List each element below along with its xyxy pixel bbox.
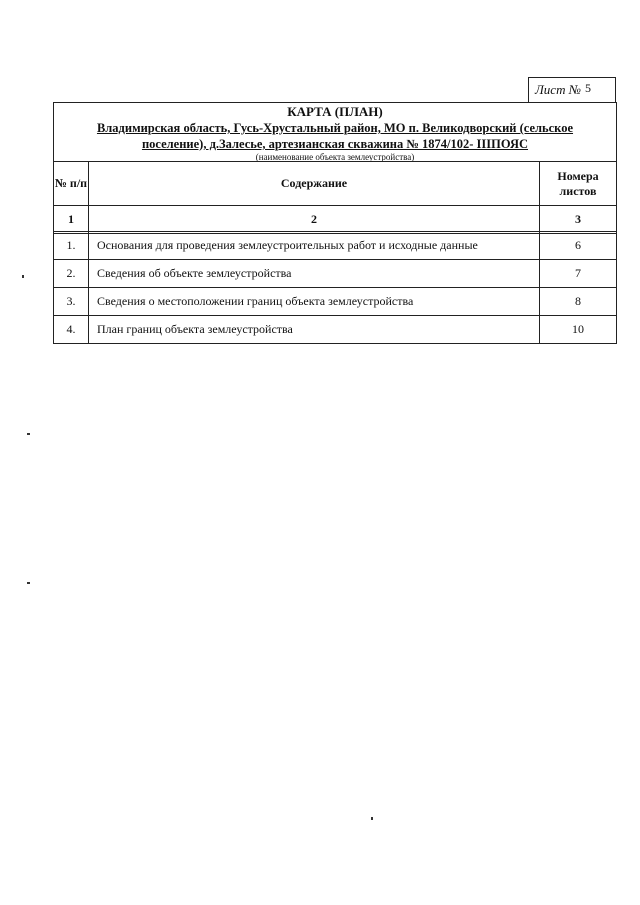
contents-header-table bbox=[53, 161, 617, 234]
column-index-content: 2 bbox=[89, 206, 540, 234]
sheet-number-box bbox=[528, 77, 616, 103]
scan-speck bbox=[22, 275, 24, 278]
document-subject bbox=[54, 120, 616, 152]
column-index-row bbox=[54, 206, 617, 234]
contents-table bbox=[53, 231, 617, 344]
scan-speck bbox=[27, 582, 30, 584]
row-text: План границ объекта землеустройства bbox=[89, 316, 540, 344]
table-row bbox=[54, 316, 617, 344]
row-text: Основания для проведения землеустроительных работ и исходные данные bbox=[89, 232, 540, 260]
row-pages: 8 bbox=[540, 288, 617, 316]
subject-line-2: поселение), д.Залесье, артезианская скважина № 1874/102- IIIПОЯС bbox=[141, 137, 529, 151]
table-row bbox=[54, 232, 617, 260]
table-row bbox=[54, 260, 617, 288]
column-header-row bbox=[54, 162, 617, 206]
subject-line-1: Владимирская область, Гусь-Хрустальный район, МО п. Великодворский (сельское bbox=[96, 121, 574, 135]
scan-speck bbox=[27, 433, 30, 435]
row-num: 2. bbox=[54, 260, 89, 288]
column-header-pages: Номера листов bbox=[540, 162, 617, 206]
column-index-pages: 3 bbox=[540, 206, 617, 234]
row-pages: 10 bbox=[540, 316, 617, 344]
row-pages: 6 bbox=[540, 232, 617, 260]
row-num: 3. bbox=[54, 288, 89, 316]
sheet-number: 5 bbox=[584, 81, 591, 95]
row-num: 1. bbox=[54, 232, 89, 260]
table-row bbox=[54, 288, 617, 316]
column-header-num: № п/п bbox=[54, 162, 89, 206]
column-header-content: Содержание bbox=[89, 162, 540, 206]
document-title: КАРТА (ПЛАН) bbox=[287, 104, 383, 119]
sheet-label: Лист № bbox=[535, 82, 581, 97]
column-index-num: 1 bbox=[54, 206, 89, 234]
row-text: Сведения об объекте землеустройства bbox=[89, 260, 540, 288]
scan-speck bbox=[371, 817, 373, 820]
subject-note: (наименование объекта землеустройства) bbox=[255, 152, 415, 162]
row-num: 4. bbox=[54, 316, 89, 344]
row-pages: 7 bbox=[540, 260, 617, 288]
document-header bbox=[53, 102, 617, 162]
row-text: Сведения о местоположении границ объекта землеустройства bbox=[89, 288, 540, 316]
